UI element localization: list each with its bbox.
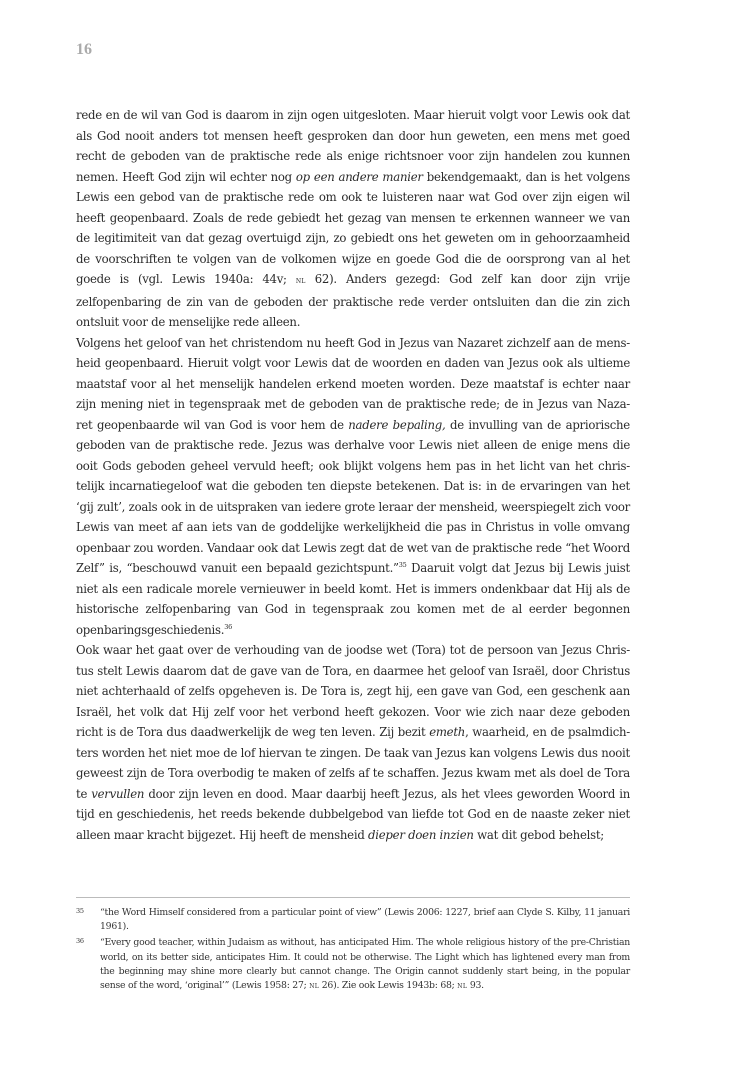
footnote-36 bbox=[76, 936, 630, 993]
paragraph: Ook waar het gaat over de verhouding van de joodse wet (Tora) tot de persoon van Jezus Chris-tus stelt Lewis daarom dat de gave van de Tora, en daarmee het geloof van Israël, door Christus niet achterhaald of zelfs opgeheven is. De Tora is, zegt hij, een gave van God, een geschenk aan Israël, het volk dat Hij zelf voor het verbond heeft gekozen. Voor wie zich naar deze geboden richt is de Tora dus daadwerkelijk de weg ten leven. Zij bezit emeth, waarheid, en de psalmdich-ters worden het niet moe de lof hiervan te zingen. De taak van Jezus kan volgens Lewis dus nooit geweest zijn de Tora overbodig te maken of zelfs af te schaffen. Jezus kwam met als doel de Tora te vervullen door zijn leven en dood. Maar daarbij heeft Jezus, als het vlees geworden Woord in tijd en geschiedenis, het reeds bekende dubbelgebod van liefde tot God en de naaste zeker niet alleen maar kracht bijgezet. Hij heeft de mensheid dieper doen inzien wat dit gebod behelst; bbox=[76, 643, 630, 842]
footnote-text: “the Word Himself considered from a particular point of view” (Lewis 2006: 1227, brief aan Clyde S. Kilby, 11 januari 1961). bbox=[100, 907, 630, 933]
footnotes bbox=[76, 906, 630, 995]
footnote-35 bbox=[76, 906, 630, 934]
footnote-number: 36 bbox=[76, 937, 84, 946]
footnote-number: 35 bbox=[76, 907, 84, 915]
footnote-divider bbox=[76, 897, 630, 898]
body-text bbox=[76, 105, 630, 845]
footnote-ref-35[interactable]: 35 bbox=[398, 561, 407, 570]
footnote-text: “Every good teacher, within Judaism as without, has anticipated Him. The whole religious history of the pre-Christian world, on its better side, anticipates Him. It could not be otherwise. The Light which has lightened every man from the beginning may shine more clearly but cannot change. The Origin cannot suddenly start being, in the popular sense of the word, ‘original’” (Lewis 1958: 27; nl 26). Zie ook Lewis 1943b: 68; nl 93. bbox=[100, 937, 630, 992]
paragraph: Volgens het geloof van het christendom nu heeft God in Jezus van Nazaret zichzelf aan de mens-heid geopenbaard. Hieruit volgt voor Lewis dat de woorden en daden van Jezus ook als ultieme maatstaf voor al het menselijk handelen erkend moeten worden. Deze maatstaf is echter naar zijn mening niet in tegenspraak met de geboden van de praktische rede; de in Jezus van Naza-ret geopenbaarde wil van God is voor hem de nadere bepaling, de invulling van de apriorische geboden van de praktische rede. Jezus was derhalve voor Lewis niet alleen de enige mens die ooit Gods geboden geheel vervuld heeft; ook blijkt volgens hem pas in het licht van het chris-telijk incarnatiegeloof wat die geboden ten diepste betekenen. Dat is: in de ervaringen van het ‘gij zult’, zoals ook in de uitspraken van iedere grote leraar der mensheid, weerspiegelt zich voor Lewis van meet af aan iets van de goddelijke werkelijkheid die pas in Christus in volle omvang openbaar zou worden. Vandaar ook dat Lewis zegt dat de wet van de praktische rede “het Woord Zelf” is, “beschouwd vanuit een bepaald gezichtspunt.”$^{35}$ Daaruit volgt dat Jezus bij Lewis juist niet als een radicale morele vernieuwer in beeld komt. Het is immers ondenkbaar dat Hij als de historische zelfopenbaring van God in tegenspraak zou komen met de al eerder begonnen openbaringsgeschiedenis.$^{36}$ bbox=[76, 335, 630, 637]
footnote-ref-36[interactable]: 36 bbox=[224, 622, 233, 631]
paragraph: rede en de wil van God is daarom in zijn ogen uitgesloten. Maar hieruit volgt voor Lewis ook dat als God nooit anders tot mensen heeft gesproken dan door hun geweten, een mens met goed recht de geboden van de praktische rede als enige richtsnoer voor zijn handelen zou kunnen nemen. Heeft God zijn wil echter nog op een andere manier bekendgemaakt, dan is het volgens Lewis een gebod van de praktische rede om ook te luisteren naar wat God over zijn eigen wil heeft geopenbaard. Zoals de rede gebiedt het gezag van mensen te erkennen wanneer we van de legitimiteit van dat gezag overtuigd zijn, zo gebiedt ons het geweten om in gehoorzaamheid de voorschriften te volgen van de volkomen wijze en goede God die de oorsprong van al het goede is (vgl. Lewis 1940a: 44v; nl 62). Anders gezegd: God zelf kan door zijn vrije zelfopenbaring de zin van de geboden der praktische rede verder ontsluiten dan die zin zich ontsluit voor de menselijke rede alleen. bbox=[76, 108, 631, 329]
page-number: 16 bbox=[76, 41, 92, 58]
